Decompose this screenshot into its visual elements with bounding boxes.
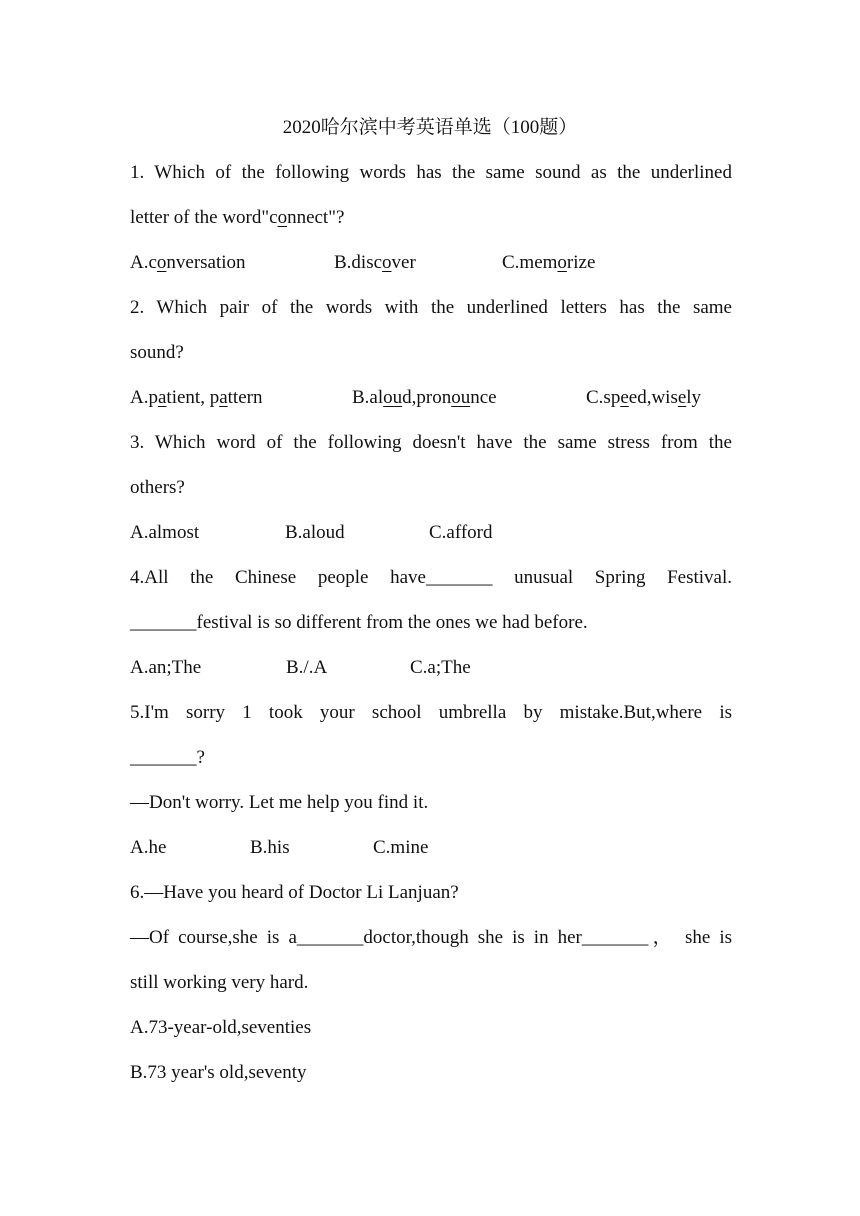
question-1-text: nnect"?	[287, 207, 345, 228]
question-2-option-c	[586, 386, 701, 410]
question-5-line-1: 5.I'm sorry 1 took your school umbrella by mistake.But,where is	[130, 702, 732, 723]
question-1-text: letter of the word"c	[130, 207, 278, 228]
question-4-line-1: 4.All the Chinese people have_______ unusual Spring Festival.	[130, 567, 732, 588]
question-2-option-b	[352, 386, 497, 410]
question-4-option-c: C.a;The	[410, 657, 471, 678]
question-6-option-a: A.73-year-old,seventies	[130, 1017, 312, 1038]
underlined-letter: o	[382, 252, 392, 273]
question-4-option-b: B./.A	[286, 657, 328, 678]
question-1-option-a	[130, 251, 246, 275]
underlined-letter: a	[157, 387, 167, 408]
page-title: 2020哈尔滨中考英语单选（100题）	[282, 117, 578, 138]
question-6-option-b: B.73 year's old,seventy	[130, 1062, 307, 1083]
question-6-line-2: —Of course,she is a_______doctor,though she is in her_______， she is	[130, 927, 732, 948]
option-text: nversation	[166, 252, 246, 273]
question-1-line-1: 1. Which of the following words has the same sound as the underlined	[130, 162, 732, 183]
question-5-option-c: C.mine	[373, 837, 429, 858]
option-text: tient, p	[166, 387, 220, 408]
option-text: A.p	[130, 387, 158, 408]
question-3-line-1: 3. Which word of the following doesn't have the same stress from the	[130, 432, 732, 453]
underlined-letter: o	[557, 252, 567, 273]
question-5-option-a: A.he	[130, 837, 167, 858]
question-6-line-3: still working very hard.	[130, 972, 309, 993]
option-text: ly	[686, 387, 702, 408]
question-2-option-a	[130, 386, 262, 410]
option-text: d,pron	[402, 387, 452, 408]
underlined-letter: a	[219, 387, 228, 408]
underlined-letter: e	[677, 387, 687, 408]
question-3-option-c: C.afford	[429, 522, 493, 543]
underlined-letter: ou	[451, 387, 471, 408]
question-4-line-2: _______festival is so different from the ones we had before.	[130, 612, 588, 633]
underlined-letter: o	[156, 252, 167, 273]
underlined-letter: o	[277, 207, 288, 228]
question-1-option-c	[502, 251, 595, 275]
underlined-letter: ou	[383, 387, 403, 408]
option-text: A.c	[130, 252, 157, 273]
question-5-line-3: —Don't worry. Let me help you find it.	[130, 792, 429, 813]
question-5-option-b: B.his	[250, 837, 290, 858]
option-text: ed,wis	[628, 387, 678, 408]
option-text: B.disc	[334, 252, 383, 273]
question-6-line-1: 6.—Have you heard of Doctor Li Lanjuan?	[130, 882, 459, 903]
option-text: C.sp	[586, 387, 621, 408]
question-1-option-b	[334, 251, 416, 275]
option-text: ver	[391, 252, 416, 273]
option-text: rize	[566, 252, 596, 273]
option-text: nce	[470, 387, 497, 408]
option-text: B.al	[352, 387, 384, 408]
question-2-line-2: sound?	[130, 342, 184, 363]
option-text: ttern	[227, 387, 263, 408]
question-2-line-1: 2. Which pair of the words with the underlined letters has the same	[130, 297, 732, 318]
question-5-line-2: _______?	[130, 747, 205, 768]
underlined-letter: e	[620, 387, 629, 408]
question-4-option-a: A.an;The	[130, 657, 202, 678]
question-1-line-2	[130, 206, 344, 230]
question-3-line-2: others?	[130, 477, 185, 498]
question-3-option-b: B.aloud	[285, 522, 345, 543]
option-text: C.mem	[502, 252, 558, 273]
question-3-option-a: A.almost	[130, 522, 200, 543]
